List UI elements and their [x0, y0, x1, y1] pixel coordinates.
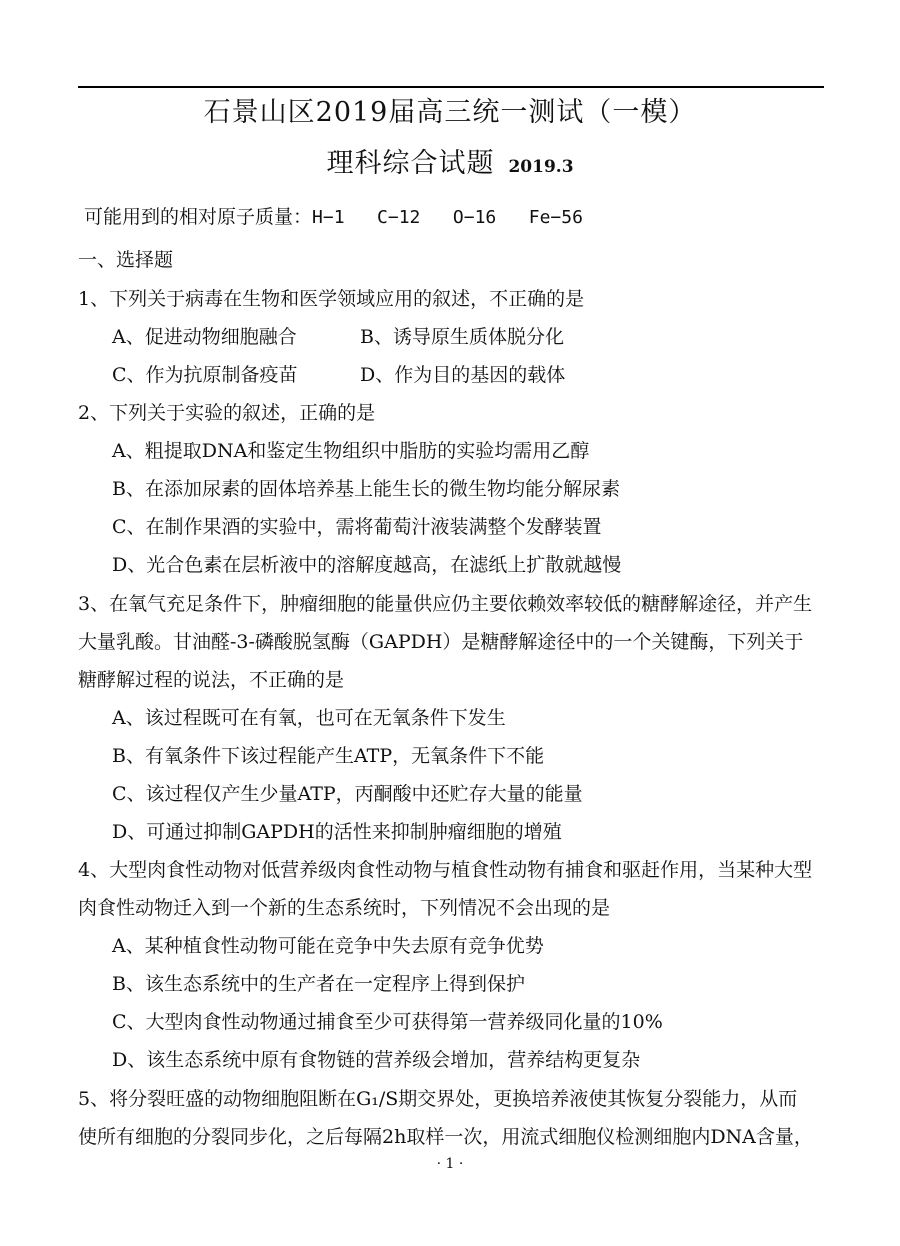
- question-4-option-d: D、该生态系统中原有食物链的营养级会增加，营养结构更复杂: [112, 1049, 641, 1071]
- question-4-option-a: A、某种植食性动物可能在竞争中失去原有竞争优势: [112, 935, 544, 957]
- question-3-stem-line-2: 大量乳酸。甘油醛-3-磷酸脱氢酶（GAPDH）是糖酵解途径中的一个关键酶，下列关于: [78, 631, 804, 653]
- question-2-option-d: D、光合色素在层析液中的溶解度越高，在滤纸上扩散就越慢: [112, 554, 622, 576]
- question-3-option-d: D、可通过抑制GAPDH的活性来抑制肿瘤细胞的增殖: [112, 821, 562, 843]
- question-4-stem-line-2: 肉食性动物迁入到一个新的生态系统时，下列情况不会出现的是: [78, 897, 611, 919]
- atomic-mass-values: H−1 C−12 O−16 Fe−56: [312, 207, 583, 228]
- question-3-option-a: A、该过程既可在有氧，也可在无氧条件下发生: [112, 707, 506, 729]
- question-2-option-b: B、在添加尿素的固体培养基上能生长的微生物均能分解尿素: [112, 478, 620, 500]
- question-2-option-a: A、粗提取DNA和鉴定生物组织中脂肪的实验均需用乙醇: [112, 440, 590, 462]
- subtitle-text: 理科综合试题: [326, 148, 495, 179]
- question-4-stem-line-1: 4、大型肉食性动物对低营养级肉食性动物与植食性动物有捕食和驱赶作用，当某种大型: [78, 859, 813, 881]
- question-3-stem-line-1: 3、在氧气充足条件下，肿瘤细胞的能量供应仍主要依赖效率较低的糖酵解途径，并产生: [78, 593, 813, 615]
- section-heading: 一、选择题: [78, 249, 174, 271]
- atomic-mass-line: [84, 204, 583, 231]
- question-1-stem: 1、下列关于病毒在生物和医学领域应用的叙述，不正确的是: [78, 288, 585, 310]
- question-3-option-b: B、有氧条件下该过程能产生ATP，无氧条件下不能: [112, 745, 545, 767]
- atomic-mass-label: 可能用到的相对原子质量：: [84, 206, 313, 228]
- question-1-option-d: D、作为目的基因的载体: [360, 364, 566, 386]
- question-2-stem: 2、下列关于实验的叙述，正确的是: [78, 402, 376, 424]
- question-3-option-c: C、该过程仅产生少量ATP，丙酮酸中还贮存大量的能量: [112, 783, 583, 805]
- exam-title: 石景山区2019届高三统一测试（一模）: [203, 97, 697, 128]
- exam-subtitle: [0, 141, 900, 180]
- question-1-option-c: C、作为抗原制备疫苗: [112, 364, 298, 386]
- question-4-option-c: C、大型肉食性动物通过捕食至少可获得第一营养级同化量的10%: [112, 1011, 663, 1033]
- question-4-option-b: B、该生态系统中的生产者在一定程序上得到保护: [112, 973, 525, 995]
- question-1-option-a: A、促进动物细胞融合: [112, 326, 297, 348]
- question-5-stem-line-1: 5、将分裂旺盛的动物细胞阻断在G₁/S期交界处，更换培养液使其恢复分裂能力，从而: [78, 1088, 798, 1110]
- page-number: · 1 ·: [436, 1156, 464, 1172]
- header-rule: [78, 86, 824, 88]
- question-3-stem-line-3: 糖酵解过程的说法，不正确的是: [78, 669, 345, 691]
- exam-date: 2019.3: [508, 157, 574, 177]
- question-5-stem-line-2: 使所有细胞的分裂同步化，之后每隔2h取样一次，用流式细胞仪检测细胞内DNA含量，: [78, 1126, 813, 1148]
- question-2-option-c: C、在制作果酒的实验中，需将葡萄汁液装满整个发酵装置: [112, 516, 602, 538]
- question-1-option-b: B、诱导原生质体脱分化: [360, 326, 564, 348]
